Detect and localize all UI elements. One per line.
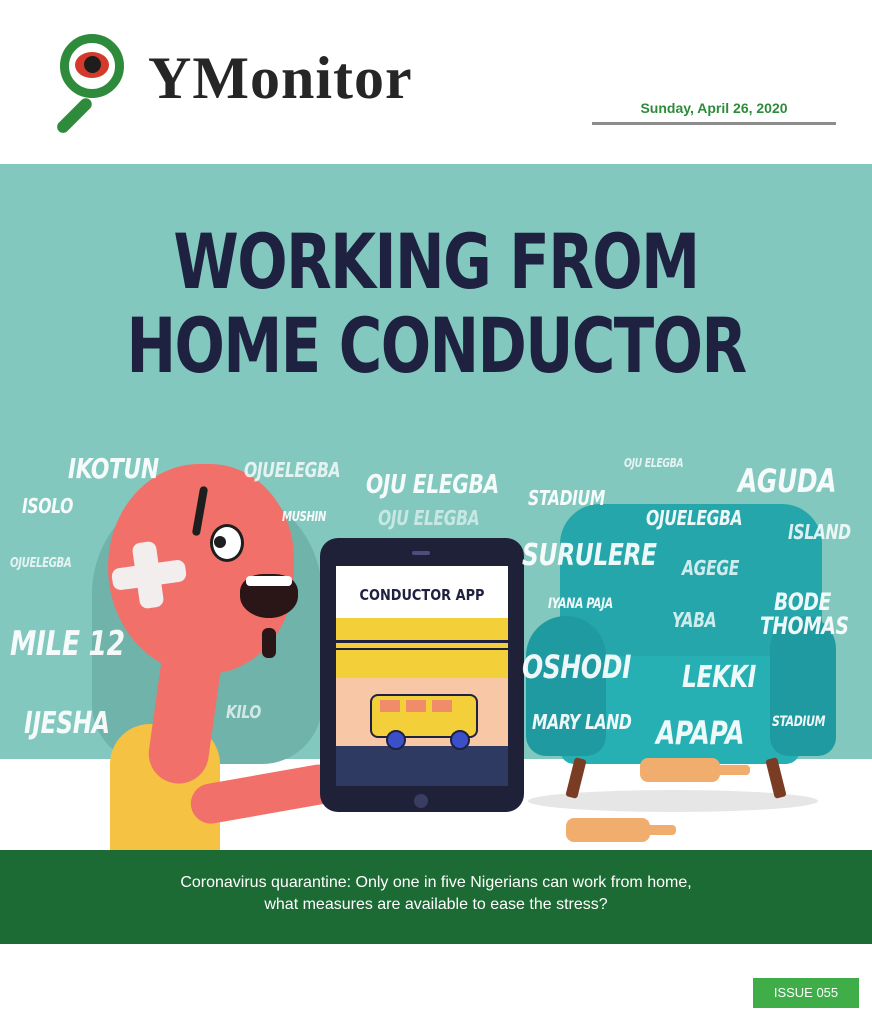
place-label: AGEGE	[682, 556, 740, 580]
place-label: STADIUM	[528, 486, 605, 510]
place-label: THOMAS	[760, 612, 849, 640]
place-label: KILO	[226, 702, 261, 723]
place-label: OJU ELEGBA	[366, 470, 499, 500]
tablet-home-button	[414, 794, 428, 808]
bottle-icon	[640, 758, 720, 782]
tablet-camera-icon	[412, 551, 430, 555]
bus-window	[380, 700, 400, 712]
place-label: AGUDA	[738, 462, 837, 500]
place-label: IJESHA	[24, 706, 110, 741]
place-label: OJUELEGBA	[244, 458, 341, 482]
date-divider	[592, 122, 836, 125]
place-label: OJUELEGBA	[10, 556, 72, 571]
bus-wheel	[386, 730, 406, 750]
sofa-arm-left	[526, 616, 606, 756]
figure-teeth	[246, 576, 292, 586]
place-label: OJU ELEGBA	[624, 456, 684, 470]
article-caption[interactable]	[0, 872, 872, 916]
screen-stripe	[336, 640, 508, 643]
ymonitor-logo[interactable]	[44, 34, 474, 130]
figure-beard	[262, 628, 276, 658]
place-label: APAPA	[656, 714, 745, 752]
place-label: OJU ELEGBA	[378, 506, 480, 530]
hero-illustration	[0, 164, 872, 850]
headline-line-2: HOME CONDUCTOR	[126, 301, 746, 390]
place-label: ISLAND	[788, 520, 851, 544]
place-label: SURULERE	[522, 538, 657, 573]
app-title: CONDUCTOR APP	[359, 586, 485, 604]
bus-window	[406, 700, 426, 712]
place-label: MILE 12	[10, 624, 125, 664]
caption-line-2: what measures are available to ease the stress?	[264, 896, 608, 913]
screen-stripe	[336, 648, 508, 650]
place-label: OJUELEGBA	[646, 506, 743, 530]
place-label: IYANA PAJA	[548, 596, 613, 612]
tablet-screen	[336, 566, 508, 786]
place-label: IKOTUN	[68, 452, 159, 485]
issue-date: Sunday, April 26, 2020	[640, 100, 788, 116]
caption-line-1: Coronavirus quarantine: Only one in five Nigerians can work from home,	[180, 874, 692, 891]
place-label: LEKKI	[682, 660, 756, 695]
place-label: OSHODI	[522, 648, 631, 686]
eye-pupil-icon	[84, 56, 101, 73]
headline-line-1: WORKING FROM	[173, 217, 699, 306]
bus-wheel	[450, 730, 470, 750]
figure-pupil	[214, 536, 226, 548]
place-label: ISOLO	[22, 494, 74, 518]
place-label: STADIUM	[772, 714, 826, 730]
place-label: MUSHIN	[282, 510, 327, 525]
place-label: BODE	[774, 588, 831, 616]
issue-badge[interactable]: ISSUE 055	[753, 978, 859, 1008]
bottle-icon	[566, 818, 650, 842]
place-label: MARY LAND	[532, 710, 632, 734]
screen-road	[336, 746, 508, 786]
magnifier-handle-icon	[55, 96, 95, 136]
bottle-neck	[716, 765, 750, 775]
bottle-neck	[646, 825, 676, 835]
bus-window	[432, 700, 452, 712]
logo-text: YMonitor	[148, 45, 413, 111]
place-label: YABA	[672, 608, 717, 632]
